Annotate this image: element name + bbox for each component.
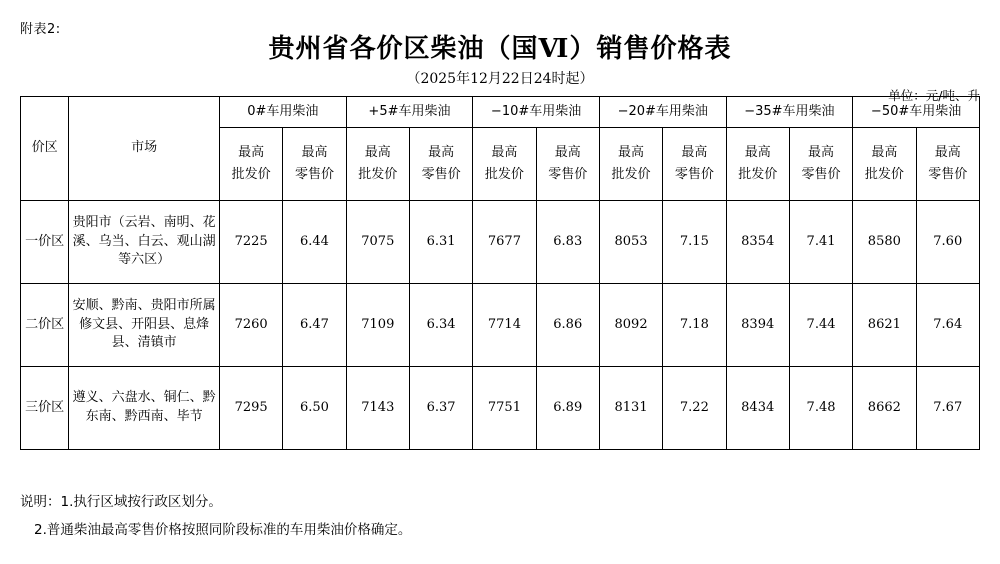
- retail-label-line1: 最高: [554, 144, 581, 160]
- column-header-wholesale-4: [726, 128, 789, 201]
- price-cell: 6.31: [409, 201, 472, 284]
- column-header-wholesale-5: [853, 128, 916, 201]
- column-header-wholesale-1: [346, 128, 409, 201]
- notes-block: [20, 488, 980, 545]
- price-cell: 8131: [599, 367, 662, 450]
- price-cell: 8354: [726, 201, 789, 284]
- retail-label-line1: 最高: [934, 144, 961, 160]
- retail-label-line2: 零售价: [421, 167, 461, 182]
- price-cell: 7677: [473, 201, 536, 284]
- price-cell: 6.44: [283, 201, 346, 284]
- price-cell: 8053: [599, 201, 662, 284]
- zone-cell: 三价区: [21, 367, 69, 450]
- column-header-retail-0: [283, 128, 346, 201]
- column-header-grade-5: −50#车用柴油: [853, 97, 980, 128]
- wholesale-label-line1: 最高: [871, 144, 898, 160]
- zone-cell: 一价区: [21, 201, 69, 284]
- column-header-grade-4: −35#车用柴油: [726, 97, 853, 128]
- column-header-retail-2: [536, 128, 599, 201]
- page-title: 贵州省各价区柴油（国Ⅵ）销售价格表: [268, 34, 732, 64]
- price-cell: 6.50: [283, 367, 346, 450]
- page-subtitle: （2025年12月22日24时起）: [406, 71, 594, 87]
- price-cell: 6.83: [536, 201, 599, 284]
- column-header-grade-0: 0#车用柴油: [220, 97, 347, 128]
- wholesale-label-line2: 批发价: [864, 167, 904, 182]
- note-line-2: 2.普通柴油最高零售价格按照同阶段标准的车用柴油价格确定。: [34, 522, 412, 539]
- column-header-retail-5: [916, 128, 980, 201]
- column-header-grade-3: −20#车用柴油: [599, 97, 726, 128]
- price-cell: 7714: [473, 284, 536, 367]
- column-header-wholesale-0: [220, 128, 283, 201]
- price-cell: 7295: [220, 367, 283, 450]
- price-cell: 6.89: [536, 367, 599, 450]
- price-cell: 7.15: [663, 201, 726, 284]
- column-header-wholesale-2: [473, 128, 536, 201]
- wholesale-label-line2: 批发价: [484, 167, 524, 182]
- column-header-grade-2: −10#车用柴油: [473, 97, 600, 128]
- retail-label-line2: 零售价: [674, 167, 714, 182]
- column-header-zone: 价区: [21, 97, 69, 201]
- retail-label-line2: 零售价: [801, 167, 841, 182]
- wholesale-label-line1: 最高: [618, 144, 645, 160]
- price-cell: 7.44: [789, 284, 852, 367]
- retail-label-line2: 零售价: [548, 167, 588, 182]
- price-cell: 7260: [220, 284, 283, 367]
- table-row: [21, 201, 980, 284]
- price-cell: 8580: [853, 201, 916, 284]
- table-row: [21, 284, 980, 367]
- column-header-wholesale-3: [599, 128, 662, 201]
- table-row: [21, 367, 980, 450]
- attachment-label: 附表2:: [20, 22, 61, 37]
- column-header-market: 市场: [69, 97, 220, 201]
- price-cell: 8434: [726, 367, 789, 450]
- retail-label-line1: 最高: [681, 144, 708, 160]
- retail-label-line1: 最高: [428, 144, 455, 160]
- retail-label-line1: 最高: [808, 144, 835, 160]
- price-cell: 7.41: [789, 201, 852, 284]
- price-cell: 7109: [346, 284, 409, 367]
- price-cell: 7.67: [916, 367, 980, 450]
- price-cell: 7143: [346, 367, 409, 450]
- retail-label-line2: 零售价: [928, 167, 968, 182]
- price-cell: 7225: [220, 201, 283, 284]
- price-cell: 8662: [853, 367, 916, 450]
- price-cell: 8394: [726, 284, 789, 367]
- price-cell: 8092: [599, 284, 662, 367]
- column-header-retail-4: [789, 128, 852, 201]
- price-cell: 7.64: [916, 284, 980, 367]
- unit-note: 单位：元/吨、升: [888, 88, 980, 103]
- wholesale-label-line2: 批发价: [611, 167, 651, 182]
- wholesale-label-line1: 最高: [238, 144, 265, 160]
- wholesale-label-line1: 最高: [491, 144, 518, 160]
- price-cell: 7.22: [663, 367, 726, 450]
- price-cell: 7.18: [663, 284, 726, 367]
- price-cell: 7.48: [789, 367, 852, 450]
- wholesale-label-line1: 最高: [744, 144, 771, 160]
- wholesale-label-line2: 批发价: [231, 167, 271, 182]
- market-cell: 贵阳市（云岩、南明、花溪、乌当、白云、观山湖等六区）: [69, 201, 220, 284]
- column-header-retail-3: [663, 128, 726, 201]
- zone-cell: 二价区: [21, 284, 69, 367]
- retail-label-line1: 最高: [301, 144, 328, 160]
- diesel-price-table: [20, 96, 980, 450]
- column-header-retail-1: [409, 128, 472, 201]
- price-cell: 6.86: [536, 284, 599, 367]
- wholesale-label-line2: 批发价: [738, 167, 778, 182]
- market-cell: 遵义、六盘水、铜仁、黔东南、黔西南、毕节: [69, 367, 220, 450]
- market-cell: 安顺、黔南、贵阳市所属修文县、开阳县、息烽县、清镇市: [69, 284, 220, 367]
- note-line-1: 说明：1.执行区域按行政区划分。: [20, 494, 222, 510]
- retail-label-line2: 零售价: [294, 167, 334, 182]
- price-cell: 6.34: [409, 284, 472, 367]
- price-cell: 7751: [473, 367, 536, 450]
- price-cell: 7.60: [916, 201, 980, 284]
- wholesale-label-line1: 最高: [364, 144, 391, 160]
- price-cell: 8621: [853, 284, 916, 367]
- price-cell: 6.37: [409, 367, 472, 450]
- column-header-grade-1: +5#车用柴油: [346, 97, 473, 128]
- wholesale-label-line2: 批发价: [358, 167, 398, 182]
- price-cell: 7075: [346, 201, 409, 284]
- price-cell: 6.47: [283, 284, 346, 367]
